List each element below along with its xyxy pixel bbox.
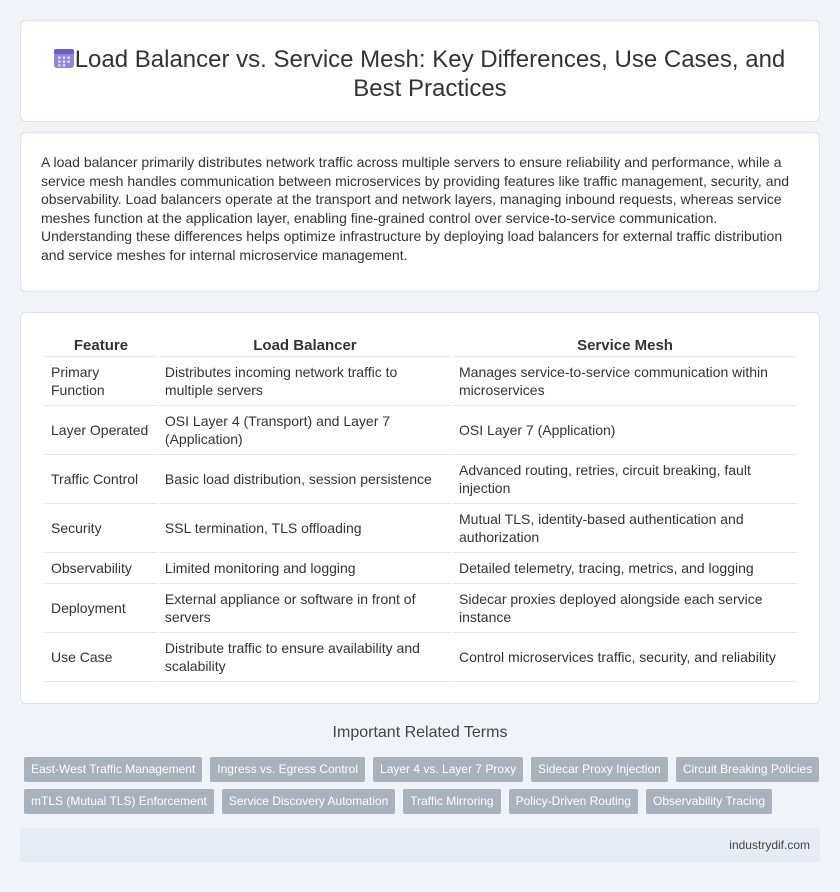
- table-row: [45, 406, 797, 455]
- table-cell-load-balancer: Basic load distribution, session persistence: [159, 455, 451, 504]
- table-cell-load-balancer: External appliance or software in front of servers: [159, 584, 451, 633]
- table-cell-feature: Traffic Control: [45, 455, 157, 504]
- table-cell-service-mesh: Detailed telemetry, tracing, metrics, and logging: [453, 553, 797, 584]
- table-row: [45, 455, 797, 504]
- tag-east-west-traffic[interactable]: East-West Traffic Management: [24, 757, 202, 782]
- footer-site-link[interactable]: industrydif.com: [729, 838, 810, 852]
- header-load-balancer: Load Balancer: [159, 333, 451, 357]
- related-terms-heading: Important Related Terms: [332, 724, 508, 741]
- table-cell-feature: Deployment: [45, 584, 157, 633]
- tag-sidecar-injection[interactable]: Sidecar Proxy Injection: [531, 757, 668, 782]
- intro-paragraph: A load balancer primarily distributes network traffic across multiple servers to ensure reliability and performance, while a service mesh handles communication between microservices by providing features like traffic management, security, and observability. Load balancers operate at the transport and network layers, managing inbound requests, whereas service meshes function at the application layer, enabling fine-grained control over service-to-service communication. Understanding these differences helps optimize infrastructure by deploying load balancers for external traffic distribution and service meshes for internal microservice management.: [41, 154, 790, 263]
- table-row: [45, 553, 797, 584]
- tag-service-discovery[interactable]: Service Discovery Automation: [222, 789, 395, 814]
- tag-circuit-breaking[interactable]: Circuit Breaking Policies: [676, 757, 819, 782]
- header-feature: Feature: [45, 333, 157, 357]
- table-cell-load-balancer: OSI Layer 4 (Transport) and Layer 7 (Application): [159, 406, 451, 455]
- table-cell-feature: Layer Operated: [45, 406, 157, 455]
- table-cell-feature: Use Case: [45, 633, 157, 682]
- comparison-table-card: [20, 312, 820, 704]
- table-cell-load-balancer: Distribute traffic to ensure availability and scalability: [159, 633, 451, 682]
- tag-observability-tracing[interactable]: Observability Tracing: [646, 789, 772, 814]
- table-cell-load-balancer: SSL termination, TLS offloading: [159, 504, 451, 553]
- tag-layer4-layer7[interactable]: Layer 4 vs. Layer 7 Proxy: [373, 757, 523, 782]
- tag-traffic-mirroring[interactable]: Traffic Mirroring: [403, 789, 500, 814]
- table-cell-feature: Observability: [45, 553, 157, 584]
- title-card: [20, 20, 820, 122]
- table-row: [45, 357, 797, 406]
- related-terms-tags: [24, 757, 820, 814]
- intro-card: [20, 132, 820, 292]
- table-cell-feature: Primary Function: [45, 357, 157, 406]
- table-cell-load-balancer: Distributes incoming network traffic to multiple servers: [159, 357, 451, 406]
- table-cell-feature: Security: [45, 504, 157, 553]
- comparison-table: [43, 333, 799, 682]
- table-cell-service-mesh: Advanced routing, retries, circuit breaking, fault injection: [453, 455, 797, 504]
- table-row: [45, 633, 797, 682]
- table-header-row: [45, 333, 797, 357]
- table-cell-service-mesh: OSI Layer 7 (Application): [453, 406, 797, 455]
- table-row: [45, 584, 797, 633]
- header-service-mesh: Service Mesh: [453, 333, 797, 357]
- table-cell-service-mesh: Manages service-to-service communication within microservices: [453, 357, 797, 406]
- tag-mtls-enforcement[interactable]: mTLS (Mutual TLS) Enforcement: [24, 789, 214, 814]
- tag-policy-routing[interactable]: Policy-Driven Routing: [509, 789, 638, 814]
- page-title: Load Balancer vs. Service Mesh: Key Differences, Use Cases, and Best Practices: [74, 46, 786, 102]
- table-row: [45, 504, 797, 553]
- table-cell-service-mesh: Control microservices traffic, security, and reliability: [453, 633, 797, 682]
- table-cell-load-balancer: Limited monitoring and logging: [159, 553, 451, 584]
- table-cell-service-mesh: Sidecar proxies deployed alongside each service instance: [453, 584, 797, 633]
- tag-ingress-egress[interactable]: Ingress vs. Egress Control: [210, 757, 365, 782]
- table-cell-service-mesh: Mutual TLS, identity-based authentication and authorization: [453, 504, 797, 553]
- footer: [20, 828, 820, 862]
